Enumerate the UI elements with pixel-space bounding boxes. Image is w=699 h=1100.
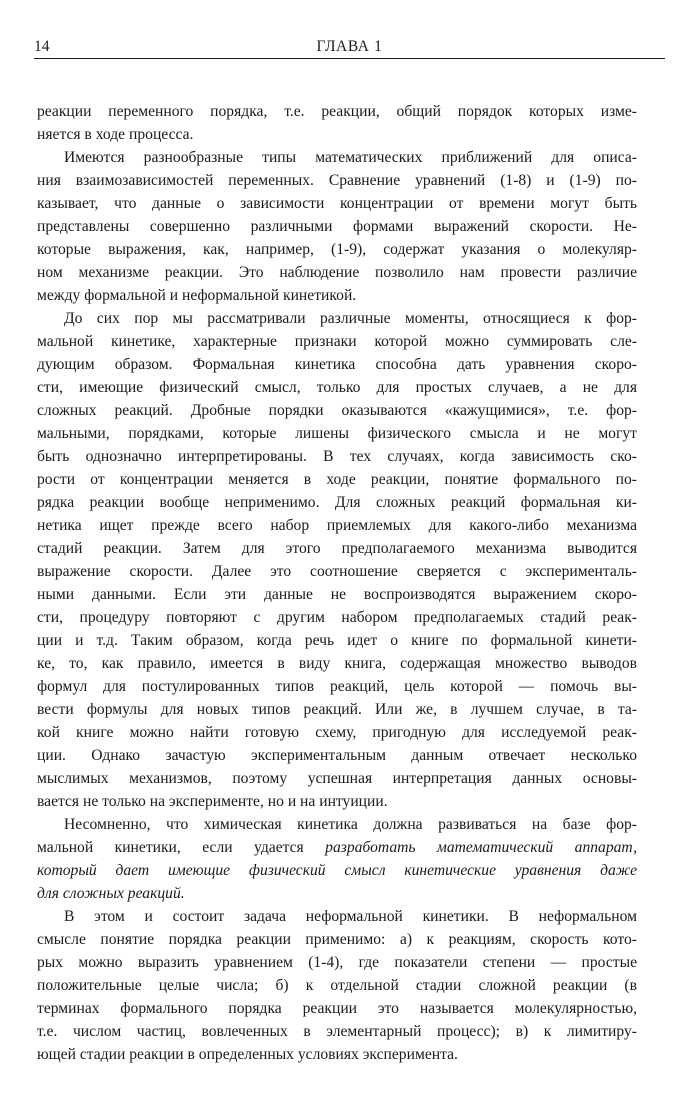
text-line: быть однозначно интерпретированы. В тех случаях, когда зависимость ско- xyxy=(37,448,637,465)
paragraph xyxy=(37,146,637,307)
text-line: которые выражения, как, например, (1-9), содержат указания о молекуляр- xyxy=(37,241,637,258)
text-line: смысле понятие порядка реакции применимо: а) к реакциям, скорость кото- xyxy=(37,931,637,948)
text-line xyxy=(37,813,637,836)
text-line: мыслимых механизмов, поэтому успешная интерпретация данных основы- xyxy=(37,770,637,787)
text-line: между формальной и неформальной кинетикой. xyxy=(37,287,357,304)
text-line: дующим образом. Формальная кинетика способна дать уравнения скоро- xyxy=(37,356,637,373)
text-line: нетика ищет прежде всего набор приемлемых для какого-либо механизма xyxy=(37,517,637,534)
text-line: В этом и состоит задача неформальной кинетики. В неформальном xyxy=(64,908,637,925)
paragraph xyxy=(37,905,637,1066)
text-line: вести формулы для новых типов реакций. Или же, в лучшем случае, в та- xyxy=(37,701,637,718)
text-line: сти, имеющие физический смысл, только для простых случаев, а не для xyxy=(37,379,637,396)
page-number: 14 xyxy=(34,38,50,55)
text-line: ции. Однако зачастую экспериментальным данным отвечает несколько xyxy=(37,747,637,764)
text-line: мальными, порядками, которые лишены физического смысла и не могут xyxy=(37,425,637,442)
text-line: реакции переменного порядка, т.е. реакции, общий порядок которых изме- xyxy=(37,103,637,120)
emphasis-text: который дает имеющие физический смысл кинетические уравнения даже xyxy=(37,862,637,879)
text-line: положительные целые числа; б) к отдельной стадии сложной реакции (в xyxy=(37,977,637,994)
text-line: выражение скорости. Далее это соотношение сверяется с эксперименталь- xyxy=(37,563,637,580)
text-line: ции и т.д. Таким образом, когда речь идет о книге по формальной кинети- xyxy=(37,632,637,649)
text-run: мальной кинетики, если удается xyxy=(37,839,326,856)
paragraph xyxy=(37,100,637,146)
paragraph xyxy=(37,307,637,813)
paragraph xyxy=(37,813,637,905)
text-line: рых можно выразить уравнением (1-4), где показатели степени — простые xyxy=(37,954,637,971)
text-line: стадий реакции. Затем для этого предполагаемого механизма выводится xyxy=(37,540,637,557)
text-line xyxy=(37,882,637,905)
text-line: рости от концентрации меняется в ходе реакции, понятие формального по- xyxy=(37,471,637,488)
text-line: рядка реакции вообще неприменимо. Для сложных реакций формальная ки- xyxy=(37,494,637,511)
text-run: Несомненно, что химическая кинетика должна развиваться на базе фор- xyxy=(64,816,637,833)
emphasis-text: для сложных реакций. xyxy=(37,885,185,902)
text-line: сложных реакций. Дробные порядки оказываются «кажущимися», т.е. фор- xyxy=(37,402,637,419)
text-line: представлены совершенно различными формами выражений скорости. Не- xyxy=(37,218,637,235)
running-head xyxy=(34,36,665,59)
text-line: До сих пор мы рассматривали различные моменты, относящиеся к фор- xyxy=(64,310,637,327)
text-line: формул для постулированных типов реакций, цель которой — помочь вы- xyxy=(37,678,637,695)
text-line: ном механизме реакции. Это наблюдение позволило нам провести различие xyxy=(37,264,637,281)
text-line: мальной кинетике, характерные признаки которой можно суммировать сле- xyxy=(37,333,637,350)
text-line: ке, то, как правило, имеется в виду книга, содержащая множество выводов xyxy=(37,655,637,672)
text-line: сти, процедуру повторяют с другим набором предполагаемых стадий реак- xyxy=(37,609,637,626)
text-line: Имеются разнообразные типы математических приближений для описа- xyxy=(64,149,637,166)
text-line: казывает, что данные о зависимости концентрации от времени могут быть xyxy=(37,195,637,212)
text-line: ными данными. Если эти данные не воспроизводятся выражением скоро- xyxy=(37,586,637,603)
text-line: кой книге можно найти готовую схему, пригодную для исследуемой реак- xyxy=(37,724,637,741)
text-line xyxy=(37,859,637,882)
chapter-title: ГЛАВА 1 xyxy=(316,38,383,55)
text-line: ния взаимозависимостей переменных. Сравнение уравнений (1-8) и (1-9) по- xyxy=(37,172,637,189)
text-line: ющей стадии реакции в определенных условиях эксперимента. xyxy=(37,1046,458,1063)
text-line: т.е. числом частиц, вовлеченных в элементарный процесс); в) к лимитиру- xyxy=(37,1023,637,1040)
emphasis-text: разработать математический аппарат, xyxy=(325,839,637,856)
text-line xyxy=(37,836,637,859)
text-line: терминах формального порядка реакции это называется молекулярностью, xyxy=(37,1000,637,1017)
body-text xyxy=(37,100,637,1066)
text-line: вается не только на эксперименте, но и на интуиции. xyxy=(37,793,388,810)
text-line: няется в ходе процесса. xyxy=(37,126,194,143)
